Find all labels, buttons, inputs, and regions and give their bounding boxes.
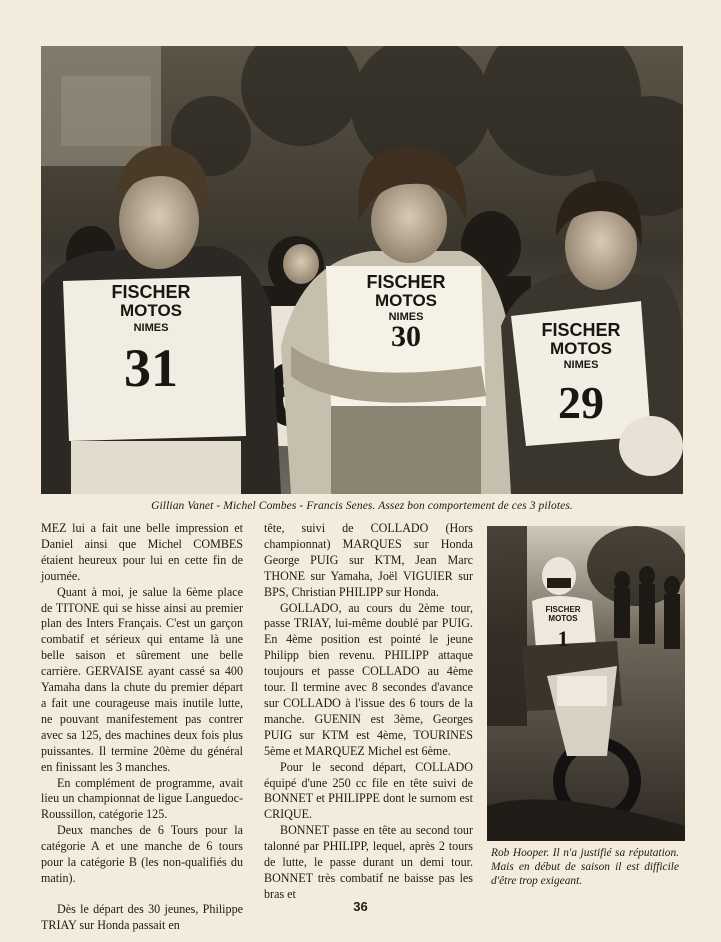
bib-left-number: 31 xyxy=(124,338,178,398)
article-column-2 xyxy=(264,521,473,903)
bib-left-line3: NIMES xyxy=(133,322,169,334)
bib-right-line1: FISCHER xyxy=(541,320,621,340)
paragraph: Dès le départ des 30 jeunes, Philippe TRIAY sur Honda passait en xyxy=(41,901,243,932)
bib-center-line1: FISCHER xyxy=(366,272,446,292)
side-bib-line1: FISCHER xyxy=(545,605,581,614)
bib-right-line2: MOTOS xyxy=(549,339,613,358)
bib-center-line2: MOTOS xyxy=(374,291,438,310)
paragraph: En complément de programme, avait lieu un championnat de ligue Languedoc-Roussillon, catégorie 125. xyxy=(41,775,243,822)
paragraph: Quant à moi, je salue la 6ème place de TITONE qui se hisse ainsi au premier plan des Inters Français. C'est un garçon combatif et sérieux qui entame là une belle saison et sûrement une belle carrière. GERVAISE ayant cassé sa 400 Yamaha dans la chute du premier départ a fait une courageuse mais inutile lutte, ne pouvant manifestement pas contrer avec sa 125, des machines deux fois plus puissantes. Il termine 20ème du général en finissant les 3 manches. xyxy=(41,584,243,774)
paragraph: GOLLADO, au cours du 2ème tour, passe TRIAY, lui-même doublé par PUIG. En 4ème position est pointé le jeune Philipp bien revenu. PHILIPP attaque toujours et passe COLLADO au 4ème tour. Il termine avec 8 secondes d'avance sur COLLADO à l'issue des 6 tours de la manche. GUENIN est 3ème, Georges PUIG sur KTM est 4ème, TOURINES 5ème et MARQUEZ Michel est 6ème. xyxy=(264,600,473,758)
article-column-1 xyxy=(41,521,243,934)
side-bib-line2: MOTOS xyxy=(548,614,578,623)
page-number: 36 xyxy=(353,899,368,914)
paragraph: MEZ lui a fait une belle impression et Daniel ainsi que Michel COMBES étaient heureux pour lui en cette fin de journée. xyxy=(41,521,243,583)
paragraph: Deux manches de 6 Tours pour la catégorie A et une manche de 6 tours pour la catégorie B (les non-qualifiés du matin). xyxy=(41,823,243,885)
bib-right-line3: NIMES xyxy=(563,359,599,371)
bib-left-line2: MOTOS xyxy=(119,301,183,320)
side-bib-number: 1 xyxy=(557,626,569,651)
side-photo xyxy=(487,526,685,841)
paragraph: BONNET passe en tête au second tour talonné par PHILIPP, lequel, après 2 tours de lutte, le passe durant un demi tour. BONNET très combatif ne baisse pas les bras et xyxy=(264,823,473,901)
side-photo-caption: Rob Hooper. Il n'a justifié sa réputation. Mais en début de saison il est difficile d'être trop exigeant. xyxy=(491,847,679,887)
bib-right-number: 29 xyxy=(558,377,604,428)
bib-left-line1: FISCHER xyxy=(111,282,191,302)
paragraph: tête, suivi de COLLADO (Hors championnat) MARQUES sur Honda George PUIG sur KTM, Jean Marc THONE sur Yamaha, Joël VIGUIER sur BPS, Christian PHILIPP sur Honda. xyxy=(264,521,473,599)
bib-center-number: 30 xyxy=(391,320,421,353)
paragraph: Pour le second départ, COLLADO équipé d'une 250 cc file en tête suivi de BONNET et PHILIPPE dont le surnom est CRIQUE. xyxy=(264,759,473,822)
bib-center-line3: NIMES xyxy=(388,311,424,323)
main-photo xyxy=(41,46,683,494)
main-photo-caption: Gillian Vanet - Michel Combes - Francis Senes. Assez bon comportement de ces 3 pilotes. xyxy=(151,500,573,512)
